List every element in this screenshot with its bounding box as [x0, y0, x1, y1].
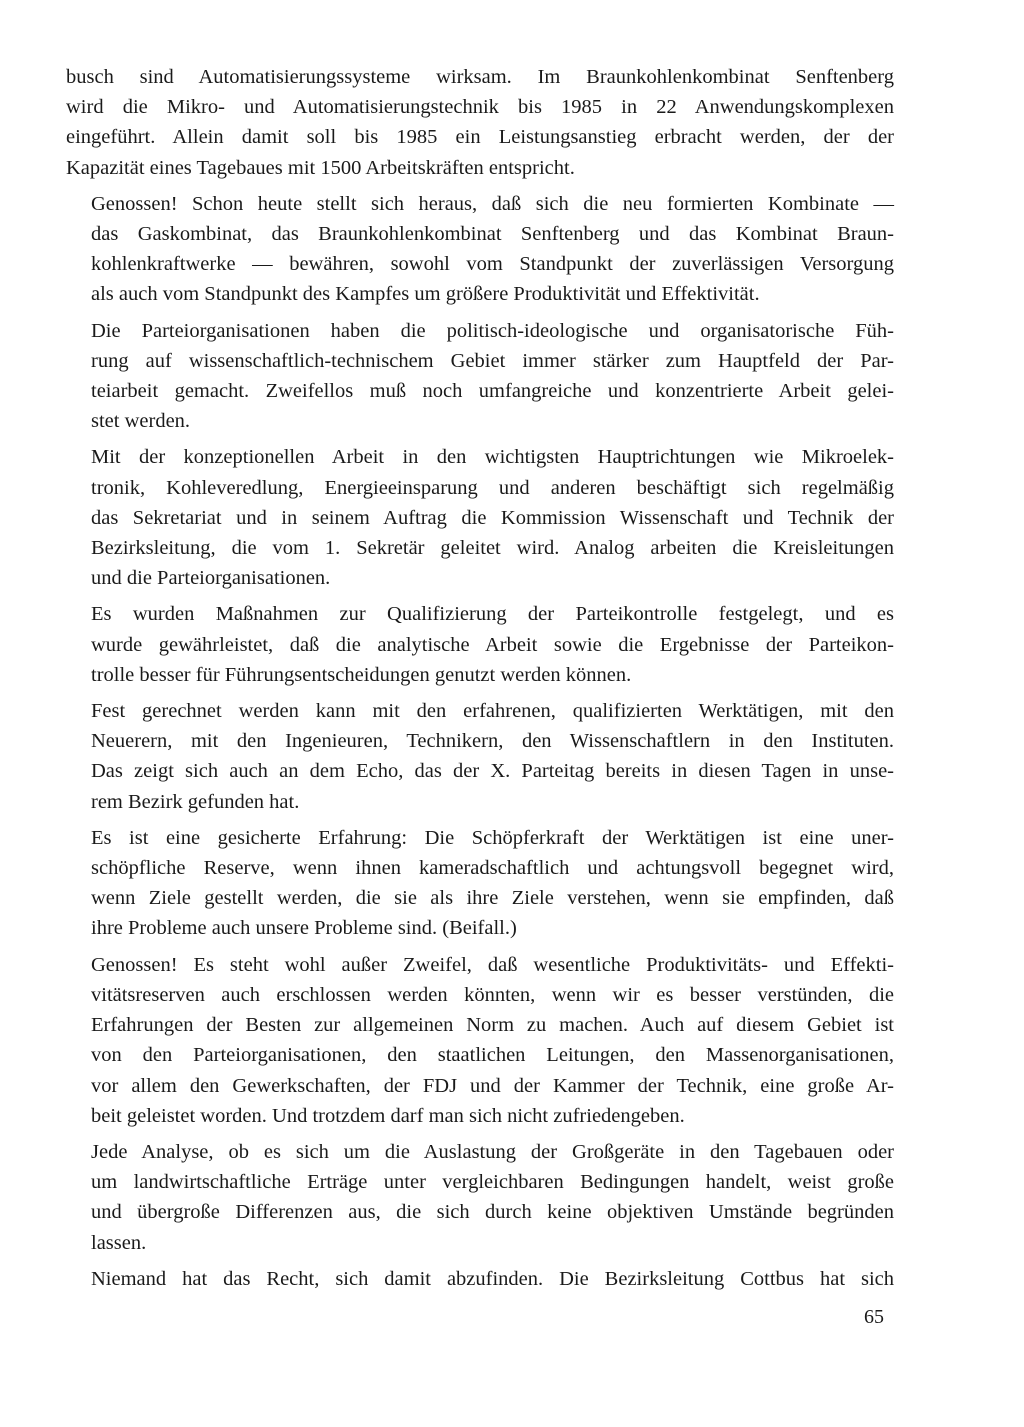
text-line: von den Parteiorganisationen, den staatlichen Leitungen, den Massenorganisationen, [91, 1044, 894, 1067]
text-line: als auch vom Standpunkt des Kampfes um größere Produktivität und Effektivität. [91, 283, 760, 306]
text-line: um landwirtschaftliche Erträge unter vergleichbaren Bedingungen handelt, weist große [91, 1171, 894, 1194]
paragraph-8 [66, 950, 894, 1131]
paragraph-3 [66, 316, 894, 437]
text-line: wenn Ziele gestellt werden, die sie als ihre Ziele verstehen, wenn sie empfinden, daß [91, 887, 894, 910]
text-line: Genossen! Schon heute stellt sich heraus, daß sich die neu formierten Kombinate — [91, 192, 894, 215]
text-line: kohlenkraftwerke — bewähren, sowohl vom Standpunkt der zuverlässigen Versorgung [91, 253, 894, 276]
text-line: teiarbeit gemacht. Zweifellos muß noch umfangreiche und konzentrierte Arbeit gelei- [91, 380, 894, 403]
paragraph-7 [66, 823, 894, 944]
text-line: Erfahrungen der Besten zur allgemeinen Norm zu machen. Auch auf diesem Gebiet ist [91, 1014, 894, 1037]
text-line: Fest gerechnet werden kann mit den erfahrenen, qualifizierten Werktätigen, mit den [91, 700, 894, 723]
paragraph-6 [66, 696, 894, 817]
text-line: und übergroße Differenzen aus, die sich durch keine objektiven Umstände begründen [91, 1201, 894, 1224]
text-line: das Gaskombinat, das Braunkohlenkombinat Senftenberg und das Kombinat Braun- [91, 223, 894, 246]
page-number: 65 [864, 1306, 884, 1328]
text-line: Es ist eine gesicherte Erfahrung: Die Schöpferkraft der Werktätigen ist eine uner- [91, 826, 894, 849]
text-line: Das zeigt sich auch an dem Echo, das der X. Parteitag bereits in diesen Tagen in unse- [91, 760, 894, 783]
text-line: wurde gewährleistet, daß die analytische Arbeit sowie die Ergebnisse der Parteikon- [91, 633, 894, 656]
paragraph-2 [66, 189, 894, 310]
text-line: Jede Analyse, ob es sich um die Auslastung der Großgeräte in den Tagebauen oder [91, 1140, 894, 1163]
text-line: Genossen! Es steht wohl außer Zweifel, daß wesentliche Produktivitäts- und Effekti- [91, 953, 894, 976]
paragraph-4 [66, 442, 894, 593]
text-line: rung auf wissenschaftlich-technischem Gebiet immer stärker zum Hauptfeld der Par- [91, 349, 894, 372]
text-line: beit geleistet worden. Und trotzdem darf man sich nicht zufriedengeben. [91, 1104, 685, 1127]
text-line: wird die Mikro- und Automatisierungstechnik bis 1985 in 22 Anwendungskomplexen [66, 96, 894, 119]
text-line: ihre Probleme auch unsere Probleme sind. (Beifall.) [91, 917, 517, 940]
text-line: Neuerern, mit den Ingenieuren, Technikern, den Wissenschaftlern in den Instituten. [91, 730, 894, 753]
text-line: stet werden. [91, 410, 191, 433]
text-line: busch sind Automatisierungssysteme wirksam. Im Braunkohlenkombinat Senftenberg [66, 66, 894, 88]
text-line: lassen. [91, 1231, 147, 1254]
paragraph-9 [66, 1137, 894, 1258]
paragraph-10 [66, 1264, 894, 1294]
page-body [66, 62, 894, 1300]
text-line: tronik, Kohleveredlung, Energieeinsparung und anderen beschäftigt sich regelmäßig [91, 476, 894, 499]
text-line: eingeführt. Allein damit soll bis 1985 ein Leistungsanstieg erbracht werden, der der [66, 126, 894, 149]
text-line: Es wurden Maßnahmen zur Qualifizierung der Parteikontrolle festgelegt, und es [91, 603, 894, 626]
text-line: Bezirksleitung, die vom 1. Sekretär geleitet wird. Analog arbeiten die Kreisleitungen [91, 537, 894, 560]
text-line: Kapazität eines Tagebaues mit 1500 Arbeitskräften entspricht. [66, 156, 575, 179]
text-line: das Sekretariat und in seinem Auftrag die Kommission Wissenschaft und Technik der [91, 506, 894, 529]
text-line: rem Bezirk gefunden hat. [91, 790, 300, 813]
text-line: und die Parteiorganisationen. [91, 567, 331, 590]
text-line: schöpfliche Reserve, wenn ihnen kameradschaftlich und achtungsvoll begegnet wird, [91, 857, 894, 880]
text-line: trolle besser für Führungsentscheidungen genutzt werden können. [91, 663, 632, 686]
paragraph-5 [66, 599, 894, 690]
text-line: Die Parteiorganisationen haben die politisch-ideologische und organisatorische Füh- [91, 319, 894, 342]
paragraph-1 [66, 62, 894, 183]
text-line: Niemand hat das Recht, sich damit abzufinden. Die Bezirksleitung Cottbus hat sich [91, 1267, 894, 1290]
text-line: vor allem den Gewerkschaften, der FDJ und der Kammer der Technik, eine große Ar- [91, 1074, 894, 1097]
text-line: Mit der konzeptionellen Arbeit in den wichtigsten Hauptrichtungen wie Mikroelek- [91, 446, 894, 469]
text-line: vitätsreserven auch erschlossen werden könnten, wenn wir es besser verstünden, die [91, 983, 894, 1006]
